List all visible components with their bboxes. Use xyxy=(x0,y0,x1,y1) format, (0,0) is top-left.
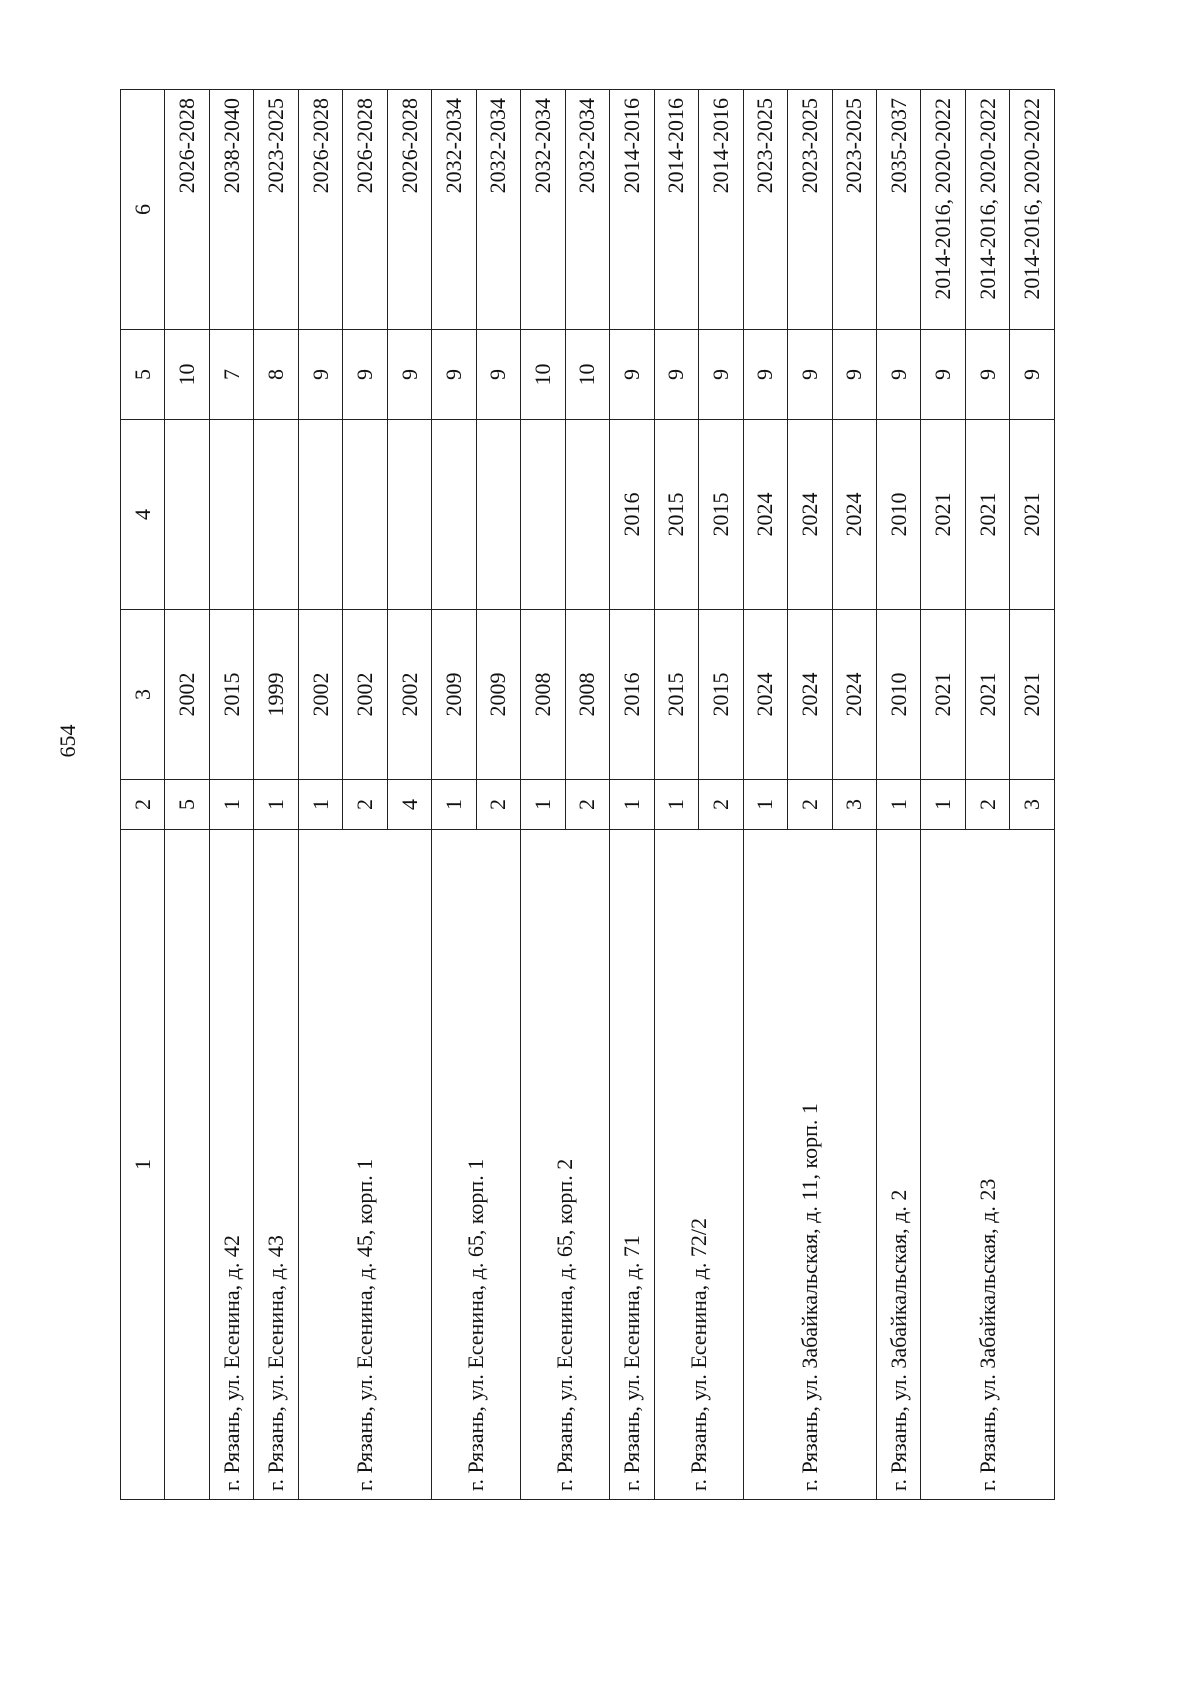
period-cell: 2026-2028 xyxy=(298,90,342,330)
address-cell: г. Рязань, ул. Есенина, д. 71 xyxy=(610,830,654,1500)
section-cell: 3 xyxy=(1010,780,1055,830)
section-cell: 1 xyxy=(610,780,654,830)
floors-cell: 9 xyxy=(387,330,431,420)
year-cell xyxy=(209,420,253,610)
section-cell: 1 xyxy=(432,780,476,830)
period-cell: 2014-2016, 2020-2022 xyxy=(921,90,965,330)
floors-cell: 9 xyxy=(432,330,476,420)
year-cell xyxy=(343,420,387,610)
period-cell: 2023-2025 xyxy=(788,90,832,330)
year-built-cell: 2008 xyxy=(521,610,565,780)
floors-cell: 9 xyxy=(965,330,1009,420)
section-cell: 2 xyxy=(565,780,609,830)
table-row xyxy=(743,90,787,1500)
table-row xyxy=(165,90,209,1500)
year-cell: 2021 xyxy=(965,420,1009,610)
year-built-cell: 2015 xyxy=(699,610,743,780)
floors-cell: 9 xyxy=(1010,330,1055,420)
section-cell: 3 xyxy=(832,780,876,830)
period-cell: 2032-2034 xyxy=(476,90,520,330)
period-cell: 2014-2016 xyxy=(699,90,743,330)
address-cell: г. Рязань, ул. Есенина, д. 65, корп. 1 xyxy=(432,830,521,1500)
address-cell: г. Рязань, ул. Есенина, д. 42 xyxy=(209,830,253,1500)
year-built-cell: 2009 xyxy=(476,610,520,780)
section-cell: 1 xyxy=(298,780,342,830)
year-built-cell: 2021 xyxy=(965,610,1009,780)
header-cell: 3 xyxy=(121,610,165,780)
header-cell: 5 xyxy=(121,330,165,420)
period-cell: 2035-2037 xyxy=(876,90,920,330)
section-cell: 2 xyxy=(788,780,832,830)
year-cell xyxy=(387,420,431,610)
table-container xyxy=(120,90,1055,1500)
period-cell: 2023-2025 xyxy=(832,90,876,330)
year-built-cell: 2010 xyxy=(876,610,920,780)
address-cell: г. Рязань, ул. Забайкальская, д. 2 xyxy=(876,830,920,1500)
year-built-cell: 2024 xyxy=(743,610,787,780)
floors-cell: 9 xyxy=(921,330,965,420)
address-cell: г. Рязань, ул. Есенина, д. 45, корп. 1 xyxy=(298,830,431,1500)
period-cell: 2032-2034 xyxy=(565,90,609,330)
floors-cell: 10 xyxy=(165,330,209,420)
year-cell xyxy=(476,420,520,610)
header-cell: 4 xyxy=(121,420,165,610)
period-cell: 2032-2034 xyxy=(432,90,476,330)
section-cell: 1 xyxy=(209,780,253,830)
period-cell: 2026-2028 xyxy=(387,90,431,330)
year-cell xyxy=(521,420,565,610)
table-row xyxy=(876,90,920,1500)
section-cell: 2 xyxy=(699,780,743,830)
floors-cell: 10 xyxy=(521,330,565,420)
period-cell: 2026-2028 xyxy=(165,90,209,330)
floors-cell: 9 xyxy=(788,330,832,420)
year-cell: 2024 xyxy=(743,420,787,610)
year-built-cell: 2015 xyxy=(209,610,253,780)
floors-cell: 9 xyxy=(699,330,743,420)
section-cell: 1 xyxy=(254,780,298,830)
year-built-cell: 2024 xyxy=(832,610,876,780)
year-cell xyxy=(432,420,476,610)
address-cell: г. Рязань, ул. Забайкальская, д. 23 xyxy=(921,830,1055,1500)
period-cell: 2014-2016 xyxy=(654,90,698,330)
period-cell: 2023-2025 xyxy=(254,90,298,330)
section-cell: 1 xyxy=(876,780,920,830)
section-cell: 1 xyxy=(654,780,698,830)
year-built-cell: 2021 xyxy=(921,610,965,780)
address-cell: г. Рязань, ул. Забайкальская, д. 11, корп. 1 xyxy=(743,830,876,1500)
year-cell: 2016 xyxy=(610,420,654,610)
section-cell: 1 xyxy=(743,780,787,830)
floors-cell: 9 xyxy=(743,330,787,420)
year-built-cell: 2009 xyxy=(432,610,476,780)
header-cell: 2 xyxy=(121,780,165,830)
section-cell: 2 xyxy=(965,780,1009,830)
year-cell: 2021 xyxy=(921,420,965,610)
table-row xyxy=(298,90,342,1500)
table-row xyxy=(254,90,298,1500)
period-cell: 2026-2028 xyxy=(343,90,387,330)
period-cell: 2014-2016, 2020-2022 xyxy=(965,90,1009,330)
header-row xyxy=(121,90,165,1500)
table-row xyxy=(921,90,965,1500)
floors-cell: 9 xyxy=(298,330,342,420)
year-built-cell: 2002 xyxy=(387,610,431,780)
section-cell: 4 xyxy=(387,780,431,830)
address-cell: г. Рязань, ул. Есенина, д. 65, корп. 2 xyxy=(521,830,610,1500)
year-cell xyxy=(165,420,209,610)
table-row xyxy=(521,90,565,1500)
address-cell: г. Рязань, ул. Есенина, д. 72/2 xyxy=(654,830,743,1500)
section-cell: 1 xyxy=(921,780,965,830)
year-built-cell: 2002 xyxy=(343,610,387,780)
floors-cell: 9 xyxy=(832,330,876,420)
year-cell xyxy=(298,420,342,610)
table-row xyxy=(209,90,253,1500)
period-cell: 2014-2016, 2020-2022 xyxy=(1010,90,1055,330)
year-built-cell: 2008 xyxy=(565,610,609,780)
header-cell: 1 xyxy=(121,830,165,1500)
year-built-cell: 2024 xyxy=(788,610,832,780)
period-cell: 2038-2040 xyxy=(209,90,253,330)
header-cell: 6 xyxy=(121,90,165,330)
floors-cell: 9 xyxy=(610,330,654,420)
section-cell: 1 xyxy=(521,780,565,830)
period-cell: 2032-2034 xyxy=(521,90,565,330)
table-body xyxy=(121,90,1055,1500)
section-cell: 5 xyxy=(165,780,209,830)
year-built-cell: 1999 xyxy=(254,610,298,780)
page-number: 654 xyxy=(55,724,80,758)
period-cell: 2014-2016 xyxy=(610,90,654,330)
year-built-cell: 2015 xyxy=(654,610,698,780)
floors-cell: 9 xyxy=(654,330,698,420)
year-cell xyxy=(254,420,298,610)
year-cell: 2021 xyxy=(1010,420,1055,610)
section-cell: 2 xyxy=(476,780,520,830)
address-cell: г. Рязань, ул. Есенина, д. 43 xyxy=(254,830,298,1500)
floors-cell: 10 xyxy=(565,330,609,420)
year-cell xyxy=(565,420,609,610)
year-cell: 2010 xyxy=(876,420,920,610)
year-built-cell: 2002 xyxy=(298,610,342,780)
table-row xyxy=(610,90,654,1500)
period-cell: 2023-2025 xyxy=(743,90,787,330)
buildings-table xyxy=(120,89,1055,1500)
floors-cell: 9 xyxy=(343,330,387,420)
year-cell: 2024 xyxy=(832,420,876,610)
year-built-cell: 2016 xyxy=(610,610,654,780)
floors-cell: 9 xyxy=(476,330,520,420)
year-built-cell: 2021 xyxy=(1010,610,1055,780)
year-cell: 2015 xyxy=(699,420,743,610)
year-built-cell: 2002 xyxy=(165,610,209,780)
section-cell: 2 xyxy=(343,780,387,830)
address-cell xyxy=(165,830,209,1500)
floors-cell: 9 xyxy=(876,330,920,420)
year-cell: 2015 xyxy=(654,420,698,610)
floors-cell: 7 xyxy=(209,330,253,420)
year-cell: 2024 xyxy=(788,420,832,610)
floors-cell: 8 xyxy=(254,330,298,420)
table-row xyxy=(654,90,698,1500)
table-row xyxy=(432,90,476,1500)
